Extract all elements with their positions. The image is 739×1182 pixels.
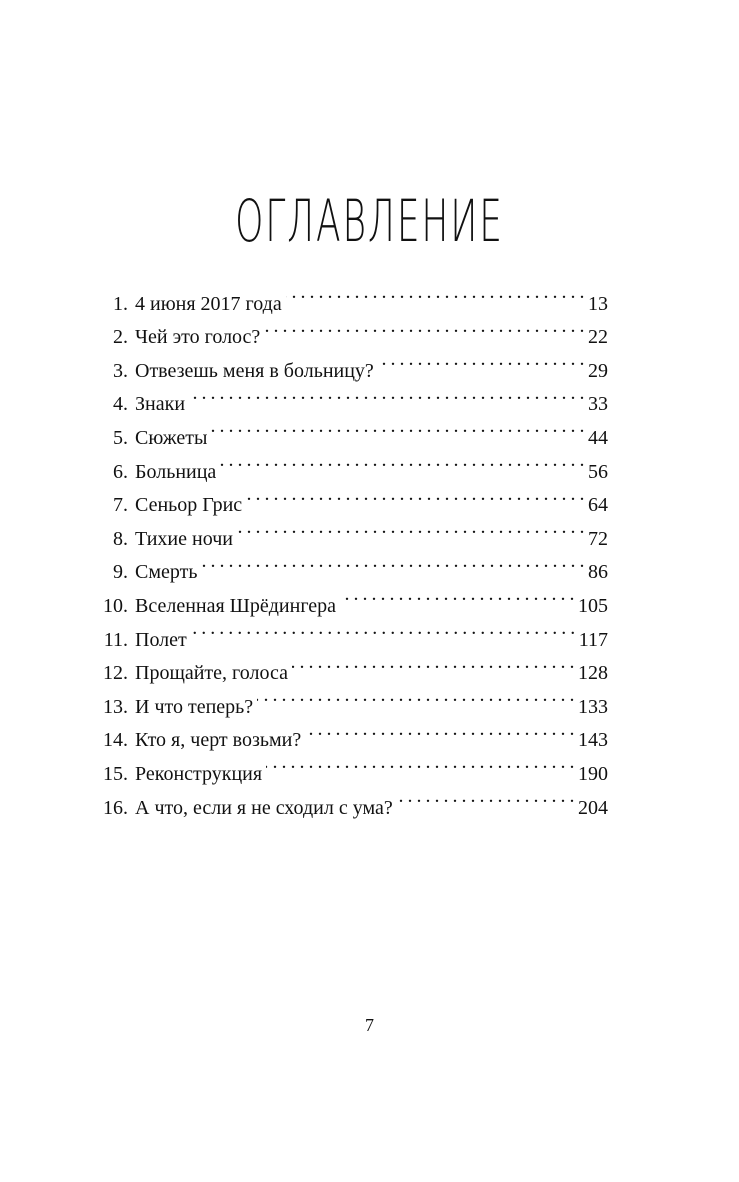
toc-entry-page: 143 <box>578 729 608 752</box>
toc-entry-title: А что, если я не сходил с ума? <box>135 796 393 819</box>
toc-entry-page: 22 <box>588 326 608 349</box>
toc-entry-page: 128 <box>578 662 608 685</box>
toc-entry-page: 33 <box>588 393 608 416</box>
toc-entry-page: 56 <box>588 460 608 483</box>
toc-dot-leader <box>246 478 584 512</box>
toc-entry-number: 15. <box>103 762 128 785</box>
toc-dot-leader <box>201 545 584 579</box>
toc-dot-leader <box>220 444 584 478</box>
table-of-contents <box>92 276 608 819</box>
toc-entry-title: Больница <box>135 460 217 483</box>
toc-entry-page: 13 <box>588 292 608 315</box>
toc-entry-number: 8. <box>113 527 128 550</box>
toc-entry-page: 117 <box>578 628 608 651</box>
toc-entry-title: Прощайте, голоса <box>135 662 288 685</box>
toc-entry-title: Сеньор Грис <box>135 494 243 517</box>
toc-entry-title: Чей это голос? <box>135 326 261 349</box>
toc-dot-leader <box>378 343 584 377</box>
toc-entry-title: Знаки <box>135 393 186 416</box>
toc-entry-page: 64 <box>588 494 608 517</box>
toc-entry-number: 1. <box>113 292 128 315</box>
toc-entry-page: 72 <box>588 527 608 550</box>
toc-dot-leader <box>189 377 584 411</box>
toc-entry-title: Сюжеты <box>135 426 208 449</box>
toc-entry-page: 29 <box>588 359 608 382</box>
toc-dot-leader <box>340 578 574 612</box>
toc-dot-leader <box>397 780 574 814</box>
toc-entry-title: Кто я, черт возьми? <box>135 729 302 752</box>
toc-entry-page: 86 <box>588 561 608 584</box>
toc-entry <box>92 276 608 315</box>
toc-entry-number: 6. <box>113 460 128 483</box>
toc-entry-title: 4 июня 2017 года <box>135 292 282 315</box>
toc-entry-title: Смерть <box>135 561 198 584</box>
toc-entry-title: Полет <box>135 628 187 651</box>
toc-entry-number: 7. <box>113 494 128 517</box>
toc-entry-title: Вселенная Шрёдингера <box>135 594 337 617</box>
toc-entry-page: 133 <box>578 695 608 718</box>
toc-entry-number: 14. <box>103 729 128 752</box>
toc-dot-leader <box>237 511 584 545</box>
toc-entry-title: Реконструкция <box>135 762 263 785</box>
toc-dot-leader <box>305 713 574 747</box>
toc-entry-number: 12. <box>103 662 128 685</box>
toc-dot-leader <box>211 410 584 444</box>
toc-entry-number: 2. <box>113 326 128 349</box>
toc-dot-leader <box>266 746 574 780</box>
toc-dot-leader <box>257 679 574 713</box>
toc-entry-title: Отвезешь меня в больницу? <box>135 359 374 382</box>
page-number: 7 <box>365 1015 374 1035</box>
toc-entry-page: 204 <box>578 796 608 819</box>
toc-entry-page: 190 <box>578 762 608 785</box>
toc-entry-title: И что теперь? <box>135 695 254 718</box>
toc-dot-leader <box>292 646 574 680</box>
toc-entry-title: Тихие ночи <box>135 527 233 550</box>
page-title: ОГЛАВЛЕНИЕ <box>235 187 504 255</box>
toc-entry-number: 9. <box>113 561 128 584</box>
toc-entry-number: 10. <box>103 594 128 617</box>
toc-entry-number: 13. <box>103 695 128 718</box>
toc-dot-leader <box>191 612 575 646</box>
toc-entry-number: 5. <box>113 426 128 449</box>
toc-entry-number: 16. <box>103 796 128 819</box>
toc-entry-page: 44 <box>588 426 608 449</box>
toc-dot-leader <box>286 276 584 310</box>
toc-entry-page: 105 <box>578 594 608 617</box>
toc-entry-number: 11. <box>103 628 128 651</box>
toc-entry-number: 3. <box>113 359 128 382</box>
toc-entry-number: 4. <box>113 393 128 416</box>
toc-dot-leader <box>264 310 584 344</box>
